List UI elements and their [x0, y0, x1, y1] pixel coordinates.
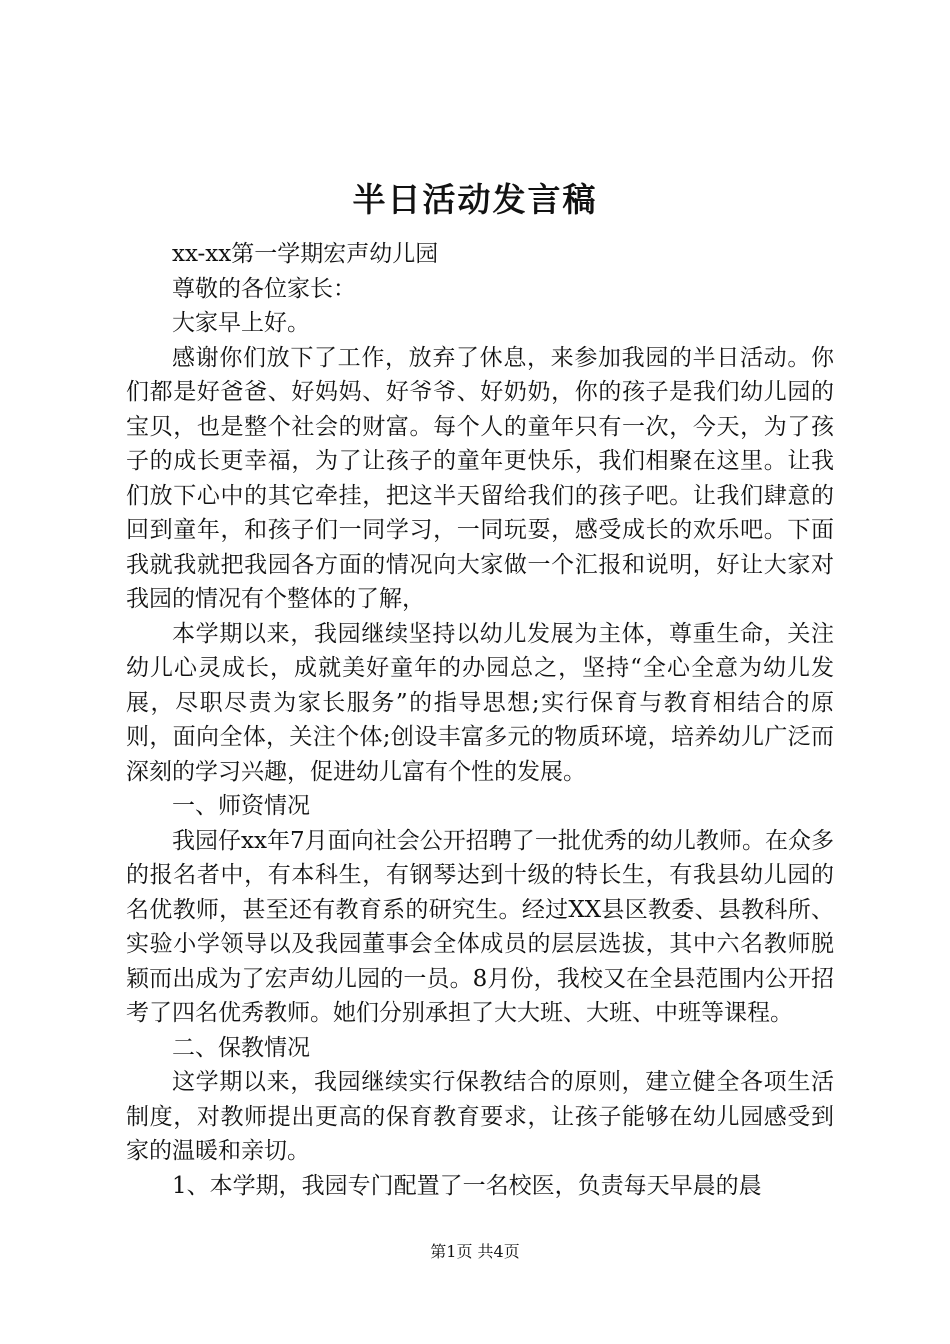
document-body — [126, 237, 834, 1203]
paragraph-salutation: 尊敬的各位家长： — [172, 275, 356, 302]
page-footer: 第1页 共4页 — [430, 1242, 520, 1261]
section-heading-care-education: 二、保教情况 — [172, 1034, 310, 1061]
paragraph-greeting: 大家早上好。 — [172, 310, 310, 336]
paragraph-school-doctor: 1、本学期，我园专门配置了一名校医，负责每天早晨的晨 — [172, 1172, 762, 1199]
paragraph-intro: 感谢你们放下了工作，放弃了休息，来参加我园的半日活动。你们都是好爸爸、好妈妈、好爷爷、好奶奶，你的孩子是我们幼儿园的宝贝，也是整个社会的财富。每个人的童年只有一次，今天，为了孩子的成长更幸福，为了让孩子的童年更快乐，我们相聚在这里。让我们放下心中的其它牵挂，把这半天留给我们的孩子吧。让我们肆意的回到童年，和孩子们一同学习，一同玩耍，感受成长的欢乐吧。下面我就我就把我园各方面的情况向大家做一个汇报和说明，好让大家对我园的情况有个整体的了解， — [126, 344, 834, 612]
paragraph-care-education: 这学期以来，我园继续实行保教结合的原则，建立健全各项生活制度，对教师提出更高的保育教育要求，让孩子能够在幼儿园感受到家的温暖和亲切。 — [126, 1069, 834, 1164]
section-heading-teachers: 一、师资情况 — [172, 793, 310, 819]
paragraph-teachers: 我园仔xx年7月面向社会公开招聘了一批优秀的幼儿教师。在众多的报名者中，有本科生，有钢琴达到十级的特长生，有我县幼儿园的名优教师，甚至还有教育系的研究生。经过XX县区教委、县教科所、实验小学领导以及我园董事会全体成员的层层选拔，其中六名教师脱颖而出成为了宏声幼儿园的一员。8月份，我校又在全县范围内公开招考了四名优秀教师。她们分别承担了大大班、大班、中班等课程。 — [126, 827, 834, 1026]
document-title: 半日活动发言稿 — [352, 180, 598, 219]
paragraph-school-term: xx-xx第一学期宏声幼儿园 — [172, 241, 439, 267]
paragraph-philosophy: 本学期以来，我园继续坚持以幼儿发展为主体，尊重生命，关注幼儿心灵成长，成就美好童年的办园总之，坚持“全心全意为幼儿发展，尽职尽责为家长服务”的指导思想;实行保育与教育相结合的原则，面向全体，关注个体;创设丰富多元的物质环境，培养幼儿广泛而深刻的学习兴趣，促进幼儿富有个性的发展。 — [126, 620, 834, 785]
